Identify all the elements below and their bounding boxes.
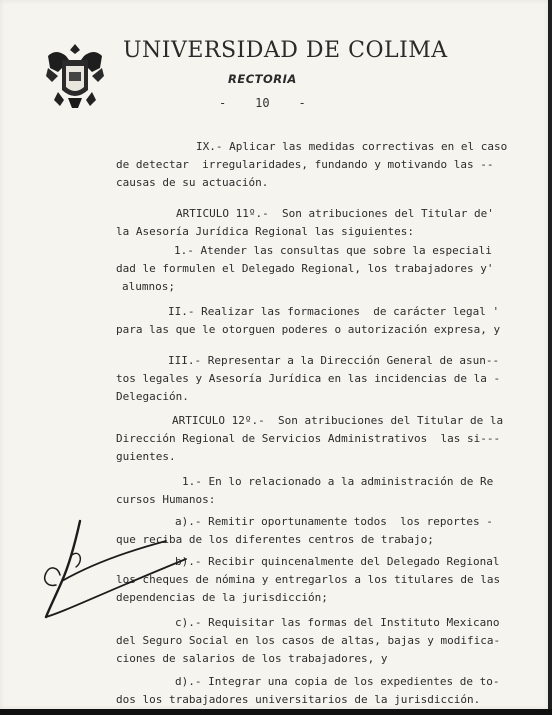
handwritten-signature-icon (36, 515, 216, 625)
text-line: ARTICULO 11º.- Son atribuciones del Titular de' (176, 207, 494, 220)
text-line: Dirección Regional de Servicios Administrativos las si--- (116, 432, 501, 445)
institution-name: UNIVERSIDAD DE COLIMA (123, 38, 448, 63)
text-line: de detectar irregularidades, fundando y motivando las -- (116, 158, 494, 171)
text-line: dos los trabajadores universitarios de la jurisdicción. (116, 693, 481, 706)
text-line: ARTICULO 12º.- Son atribuciones del Titular de la (172, 414, 504, 427)
text-line: cursos Humanos: (116, 493, 216, 506)
page-number: - 10 - (219, 96, 306, 110)
text-line: a).- Remitir oportunamente todos los reportes - (175, 515, 493, 528)
text-line: III.- Representar a la Dirección General de asun-- (168, 354, 500, 367)
text-line: c).- Requisitar las formas del Instituto Mexicano (175, 616, 500, 629)
text-line: para las que le otorguen poderes o autorización expresa, y (116, 323, 501, 336)
text-line: d).- Integrar una copia de los expedientes de to- (175, 675, 500, 688)
text-line: b).- Recibir quincenalmente del Delegado Regional (175, 555, 500, 568)
text-line: del Seguro Social en los casos de altas, bajas y modifica- (116, 634, 501, 647)
text-line: IX.- Aplicar las medidas correctivas en el caso (196, 140, 508, 153)
text-line: Delegación. (116, 390, 189, 403)
office-name: RECTORIA (228, 72, 297, 86)
text-line: II.- Realizar las formaciones de carácter legal ' (168, 305, 500, 318)
text-line: 1.- Atender las consultas que sobre la especiali (174, 244, 492, 257)
scan-edge-right (548, 0, 552, 715)
text-line: que reciba de los diferentes centros de trabajo; (116, 533, 434, 546)
text-line: tos legales y Asesoría Jurídica en las incidencias de la - (116, 372, 501, 385)
text-line: guientes. (116, 450, 176, 463)
text-line: causas de su actuación. (116, 176, 269, 189)
text-line: 1.- En lo relacionado a la administración de Re (182, 475, 494, 488)
scan-edge-bottom (0, 709, 552, 715)
university-seal-icon (44, 42, 106, 112)
text-line: dad le formulen el Delegado Regional, los trabajadores y' (116, 262, 494, 275)
text-line: dependencias de la jurisdicción; (116, 591, 328, 604)
text-line: la Asesoría Jurídica Regional las siguientes: (116, 225, 415, 238)
text-line: ciones de salarios de los trabajadores, y (116, 652, 388, 665)
text-line: alumnos; (122, 280, 175, 293)
text-line: los cheques de nómina y entregarlos a los titulares de las (116, 573, 501, 586)
